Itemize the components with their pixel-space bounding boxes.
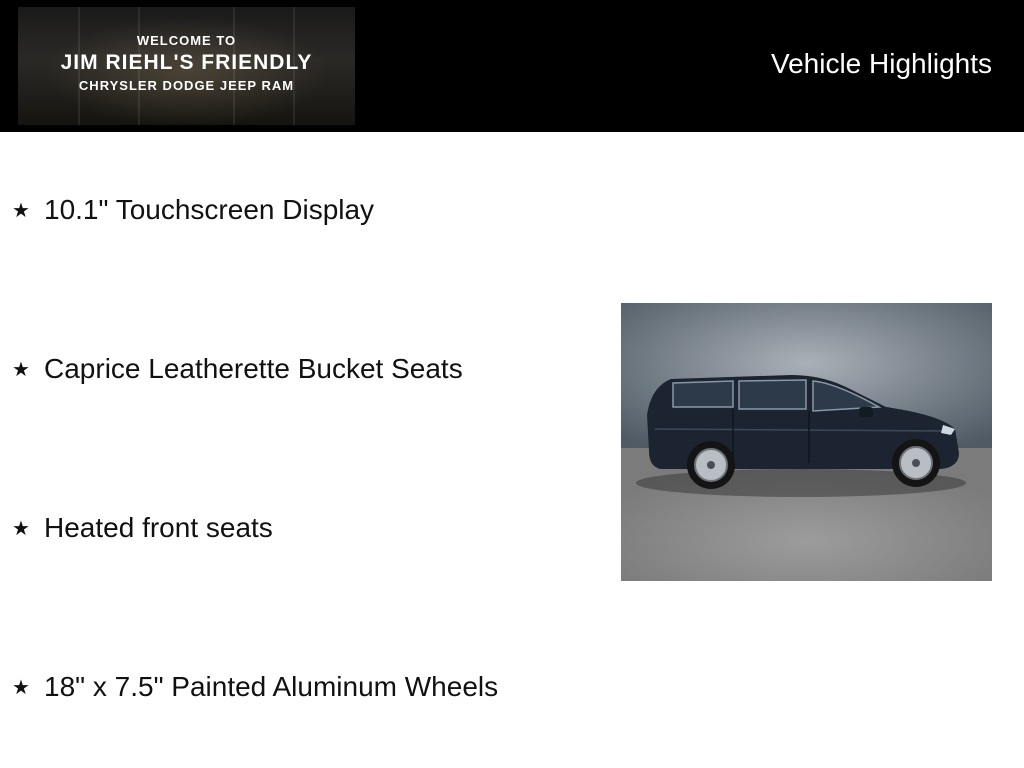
star-icon: ★ (12, 357, 30, 381)
page-title: Vehicle Highlights (770, 48, 992, 79)
minivan-illustration (621, 303, 992, 581)
header-bar (0, 0, 1024, 132)
highlight-label: 10.1" Touchscreen Display (44, 194, 375, 225)
logo-brands: CHRYSLER DODGE JEEP RAM (78, 78, 295, 93)
star-icon: ★ (12, 675, 30, 699)
highlight-item (12, 353, 463, 385)
highlight-item (12, 194, 374, 226)
logo-welcome-text: WELCOME TO (136, 33, 237, 48)
logo-dealer-name: JIM RIEHL'S FRIENDLY (60, 51, 313, 74)
highlight-item (12, 671, 498, 703)
highlight-label: Heated front seats (44, 512, 273, 543)
star-icon: ★ (12, 198, 30, 222)
highlight-label: Caprice Leatherette Bucket Seats (44, 353, 463, 384)
highlight-item (12, 512, 273, 544)
highlight-label: 18" x 7.5" Painted Aluminum Wheels (44, 671, 499, 702)
dealer-logo (18, 7, 355, 125)
star-icon: ★ (12, 516, 30, 540)
vehicle-photo (621, 303, 992, 581)
